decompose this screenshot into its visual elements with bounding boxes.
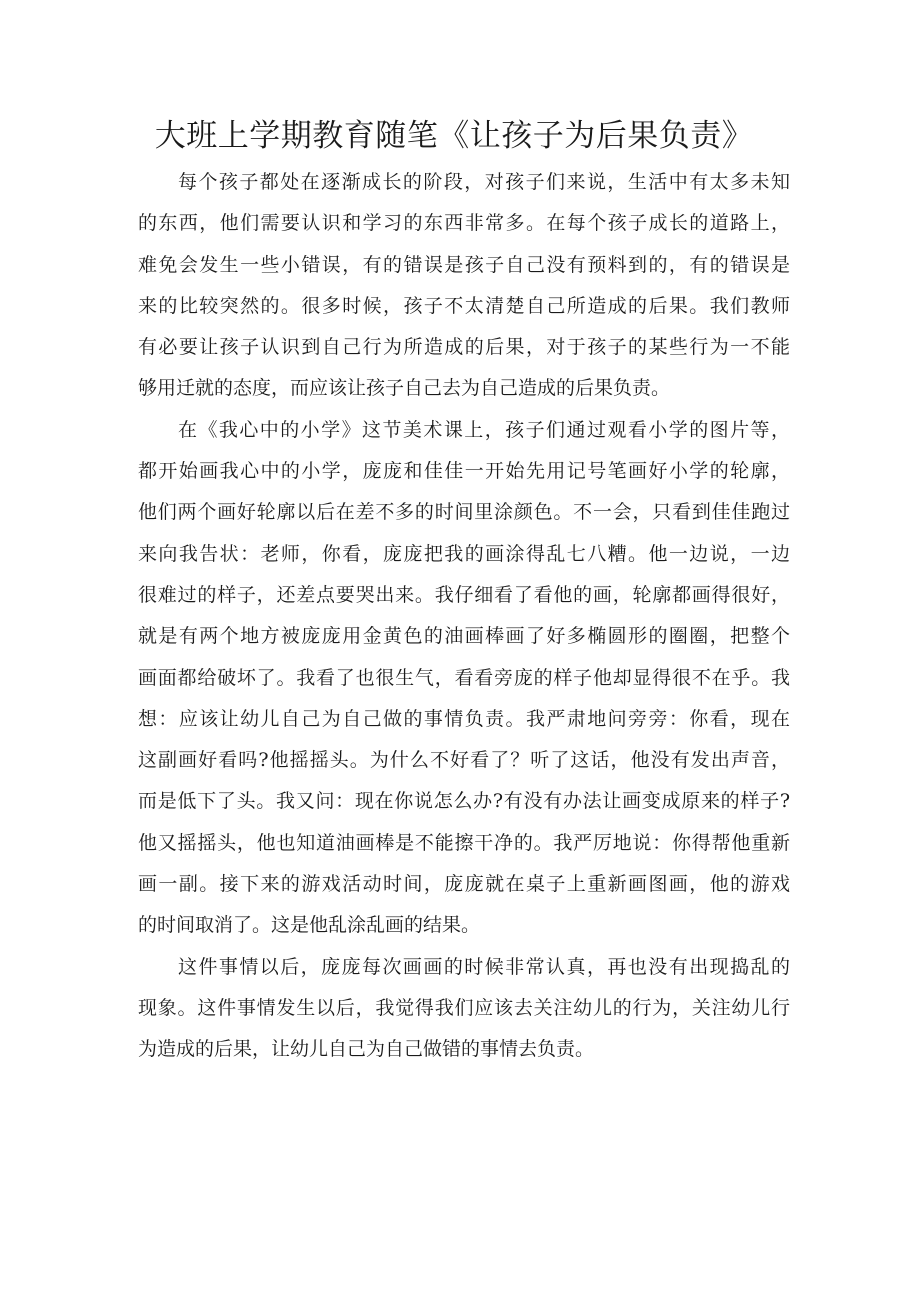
paragraph-line: 他们两个画好轮廓以后在差不多的时间里涂颜色。不一会，只看到佳佳跑过 [138,501,790,524]
paragraph-line: 的时间取消了。这是他乱涂乱画的结果。 [138,914,481,937]
paragraph-3 [138,947,790,1071]
paragraph-line: 很难过的样子，还差点要哭出来。我仔细看了看他的画，轮廓都画得很好， [138,583,790,606]
paragraph-line: 画一副。接下来的游戏活动时间，庞庞就在桌子上重新画图画，他的游戏 [138,873,790,896]
paragraph-line: 来的比较突然的。很多时候，孩子不太清楚自己所造成的后果。我们教师 [138,294,790,317]
paragraph-line: 够用迁就的态度，而应该让孩子自己去为自己造成的后果负责。 [138,377,671,400]
paragraph-1 [138,162,790,410]
document-title: 大班上学期教育随笔《让孩子为后果负责》 [154,118,754,154]
paragraph-line: 有必要让孩子认识到自己行为所造成的后果，对于孩子的某些行为一不能 [138,336,790,359]
paragraph-2 [138,410,790,947]
paragraph-line: 难免会发生一些小错误，有的错误是孩子自己没有预料到的，有的错误是 [138,253,790,276]
document-body [138,162,790,1071]
paragraph-line: 每个孩子都处在逐渐成长的阶段，对孩子们来说，生活中有太多未知 [178,171,790,193]
paragraph-line: 现象。这件事情发生以后，我觉得我们应该去关注幼儿的行为，关注幼儿行 [138,996,790,1019]
paragraph-line: 为造成的后果，让幼儿自己为自己做错的事情去负责。 [138,1038,595,1061]
paragraph-line: 就是有两个地方被庞庞用金黄色的油画棒画了好多椭圆形的圈圈，把整个 [138,625,790,648]
paragraph-line: 而是低下了头。我又问：现在你说怎么办?有没有办法让画变成原来的样子? [138,790,790,813]
paragraph-line: 的东西，他们需要认识和学习的东西非常多。在每个孩子成长的道路上， [138,212,790,235]
paragraph-line: 在《我心中的小学》这节美术课上，孩子们通过观看小学的图片等， [178,418,790,441]
paragraph-line: 这件事情以后，庞庞每次画画的时候非常认真，再也没有出现捣乱的 [178,955,790,978]
paragraph-line: 这副画好看吗?他摇摇头。为什么不好看了？听了这话，他没有发出声音， [138,749,790,772]
paragraph-line: 来向我告状：老师，你看，庞庞把我的画涂得乱七八糟。他一边说，一边 [138,542,790,565]
paragraph-line: 他又摇摇头，他也知道油画棒是不能擦干净的。我严厉地说：你得帮他重新 [138,831,790,854]
paragraph-line: 画面都给破坏了。我看了也很生气，看看旁庞的样子他却显得很不在乎。我 [138,666,790,689]
paragraph-line: 想：应该让幼儿自己为自己做的事情负责。我严肃地问旁旁：你看，现在 [138,707,790,730]
paragraph-line: 都开始画我心中的小学，庞庞和佳佳一开始先用记号笔画好小学的轮廓， [138,460,790,483]
